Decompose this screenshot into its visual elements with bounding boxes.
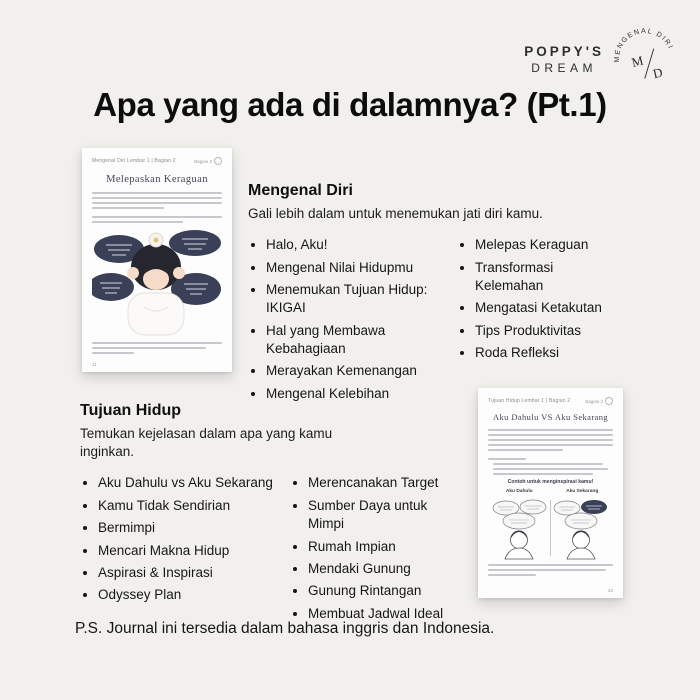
list-item: • Mengenal Nilai Hidupmu bbox=[266, 259, 444, 277]
list-item: • Odyssey Plan bbox=[98, 586, 275, 604]
preview1-header-corner bbox=[194, 157, 222, 165]
list-item: • Transformasi Kelemahan bbox=[475, 259, 625, 296]
stamp-initial-d: D bbox=[651, 64, 665, 82]
section-mengenal-diri bbox=[248, 182, 640, 407]
ps-note: P.S. Journal ini tersedia dalam bahasa inggris dan Indonesia. bbox=[75, 620, 495, 637]
journal-page-preview-2 bbox=[478, 388, 623, 598]
label-aku-sekarang: Aku Sekarang bbox=[565, 488, 598, 494]
preview1-title: Melepaskan Keraguan bbox=[106, 174, 208, 185]
journal-page-preview-1 bbox=[82, 148, 232, 372]
list-item: • Aku Dahulu vs Aku Sekarang bbox=[98, 474, 275, 492]
page-title: Apa yang ada di dalamnya? (Pt.1) bbox=[93, 86, 607, 123]
list-item: • Menemukan Tujuan Hidup: IKIGAI bbox=[266, 281, 444, 318]
brand-name-line1: POPPY'S bbox=[524, 43, 604, 59]
section1-heading: Mengenal Diri bbox=[248, 182, 353, 199]
preview1-paragraph-1 bbox=[92, 192, 222, 209]
preview1-header-text: Mengenal Diri Lembar 1 | Bagian 2 bbox=[92, 158, 176, 164]
preview2-numbered-list bbox=[488, 458, 613, 475]
list-item: • Mencari Makna Hidup bbox=[98, 542, 275, 560]
section2-description: Temukan kejelasan dalam apa yang kamu inginkan. bbox=[80, 426, 333, 460]
mini-stamp-icon bbox=[605, 397, 613, 405]
label-aku-dahulu: Aku Dahulu bbox=[505, 488, 533, 494]
preview1-paragraph-3 bbox=[92, 342, 222, 354]
brand-wordmark bbox=[524, 44, 604, 75]
list-item: • Gunung Rintangan bbox=[308, 582, 462, 600]
list-item: • Kamu Tidak Sendirian bbox=[98, 497, 275, 515]
preview2-header-text: Tujuan Hidup Lembar 1 | Bagian 2 bbox=[488, 398, 571, 404]
list-item: • Membuat Jadwal Ideal bbox=[308, 605, 462, 623]
preview2-caption: Contoh untuk menginspirasi kamu! bbox=[507, 479, 594, 485]
mini-stamp-icon bbox=[214, 157, 222, 165]
section2-list-col2 bbox=[290, 474, 462, 627]
list-item: • Rumah Impian bbox=[308, 538, 462, 556]
preview2-title: Aku Dahulu VS Aku Sekarang bbox=[492, 412, 609, 422]
list-item: • Mengatasi Ketakutan bbox=[475, 299, 625, 317]
list-item: • Mengenal Kelebihan bbox=[266, 385, 444, 403]
then-vs-now-illustration bbox=[490, 498, 611, 560]
preview1-corner-text: Bagian 2 bbox=[194, 158, 212, 164]
list-item: • Merayakan Kemenangan bbox=[266, 362, 444, 380]
preview2-header bbox=[488, 397, 613, 405]
preview1-paragraph-2 bbox=[92, 216, 222, 223]
list-item: • Bermimpi bbox=[98, 519, 275, 537]
preview2-corner-text: Bagian 2 bbox=[585, 398, 603, 404]
list-item: • Roda Refleksi bbox=[475, 344, 625, 362]
list-item: • Melepas Keraguan bbox=[475, 236, 625, 254]
list-item: • Aspirasi & Inspirasi bbox=[98, 564, 275, 582]
list-item: • Hal yang Membawa Kebahagiaan bbox=[266, 322, 444, 359]
section2-list-col1 bbox=[80, 474, 275, 627]
section-tujuan-hidup bbox=[80, 402, 480, 627]
brand-logo bbox=[524, 26, 678, 92]
list-item: • Mendaki Gunung bbox=[308, 560, 462, 578]
preview2-figure-labels bbox=[488, 488, 613, 494]
preview2-header-corner bbox=[585, 397, 613, 405]
list-item: • Tips Produktivitas bbox=[475, 322, 625, 340]
section1-list-col2 bbox=[457, 236, 625, 407]
section2-heading: Tujuan Hidup bbox=[80, 402, 182, 419]
preview1-page-number: 11 bbox=[92, 362, 97, 367]
section1-description: Gali lebih dalam untuk menemukan jati diri kamu. bbox=[248, 206, 543, 221]
stamp-initial-m: M bbox=[629, 52, 645, 71]
list-item: • Merencanakan Target bbox=[308, 474, 462, 492]
preview2-paragraph-1 bbox=[488, 429, 613, 451]
list-item: • Halo, Aku! bbox=[266, 236, 444, 254]
brand-name-line2: DREAM bbox=[531, 60, 598, 75]
preview2-page-number: 42 bbox=[607, 588, 613, 593]
section1-list-col1 bbox=[248, 236, 444, 407]
doubt-illustration bbox=[92, 227, 222, 337]
list-item: • Sumber Daya untuk Mimpi bbox=[308, 497, 462, 534]
stamp-curved-text: MENGENAL DIRI bbox=[613, 27, 675, 63]
preview1-header bbox=[92, 157, 222, 165]
preview2-paragraph-2 bbox=[488, 564, 613, 576]
